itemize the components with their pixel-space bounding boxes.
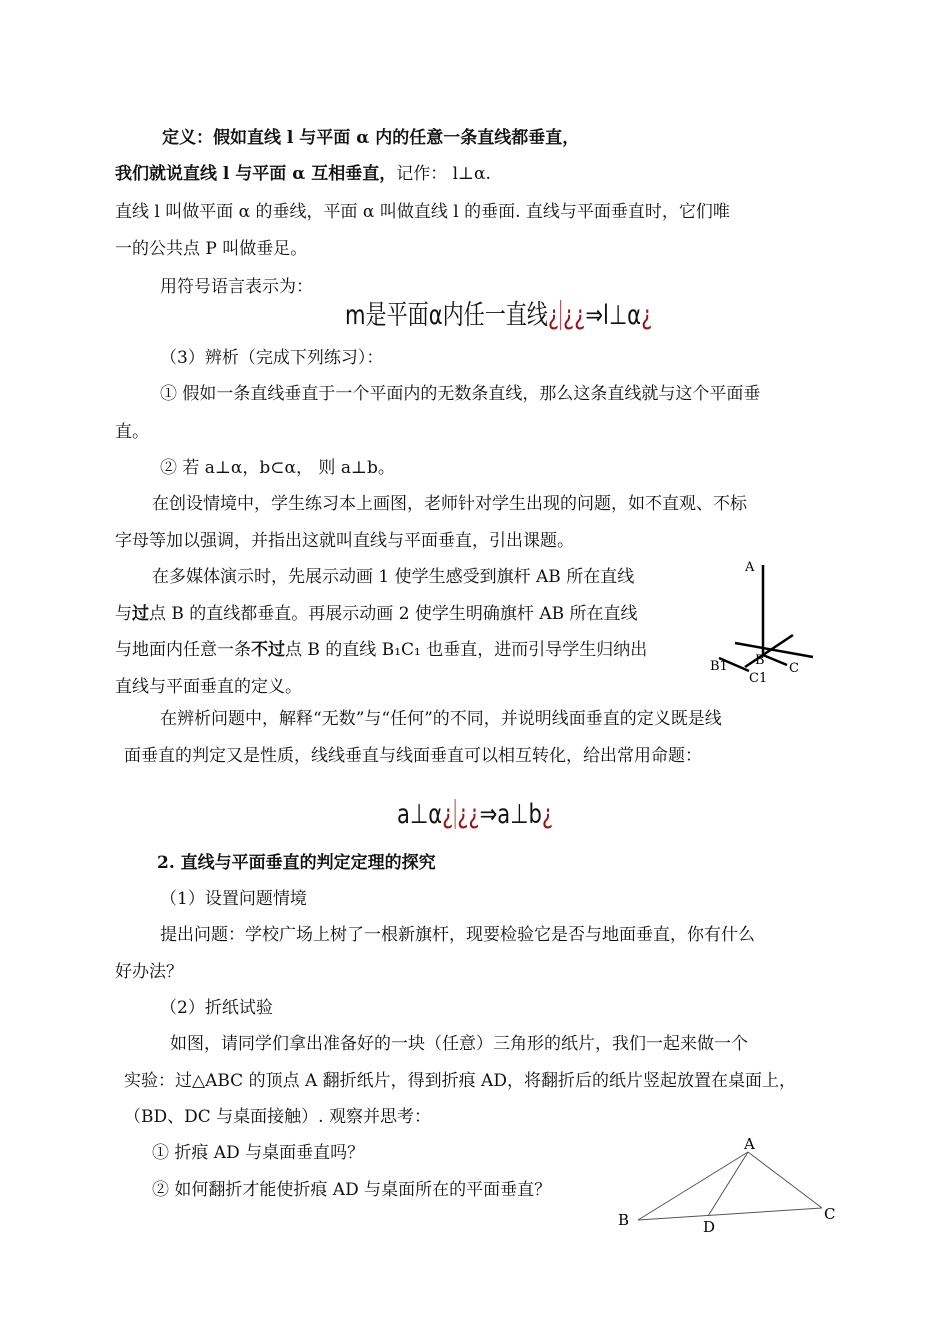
formula-property-main: a⊥α (397, 799, 443, 830)
formula-property-junk-2: ¿¿ (457, 799, 480, 830)
para-question-1: 提出问题：学校广场上树了一根新旗杆，现要检验它是否与地面垂直，你有什么 (160, 925, 755, 945)
para-multimedia-3-emph: 不过 (251, 640, 285, 660)
flagpole-figure (705, 555, 825, 685)
definition-notation: 记作： l⊥α. (396, 164, 491, 184)
formula-property-tail: ⇒a⊥b (479, 799, 542, 830)
para-multimedia-4: 直线与平面垂直的定义。 (115, 677, 302, 697)
definition-line-2 (115, 163, 491, 185)
para-scenario-1: 在创设情境中，学生练习本上画图，老师针对学生出现的问题，如不直观、不标 (152, 494, 747, 514)
triangle-figure (610, 1130, 850, 1240)
label-vertex-c: C (824, 1205, 836, 1223)
ground-line-3 (763, 655, 787, 665)
question-1: ① 折痕 AD 与桌面垂直吗？ (152, 1143, 365, 1163)
formula-property-junk-3: ¿ (541, 799, 554, 830)
section-heading-2: 2. 直线与平面垂直的判定定理的探究 (157, 853, 436, 873)
edge-ab (638, 1152, 748, 1220)
para-multimedia-2-c: 点 B 的直线都垂直。再展示动画 2 使学生明确旗杆 AB 所在直线 (149, 604, 638, 624)
exercise-2: ② 若 a⊥α，b⊂α， 则 a⊥b。 (160, 458, 395, 478)
edge-bc (638, 1208, 822, 1220)
para-analysis-1: 在辨析问题中，解释“无数”与“任何”的不同，并说明线面垂直的定义既是线 (160, 709, 722, 729)
formula-property (397, 799, 553, 830)
label-c1: C1 (749, 671, 768, 685)
text-perpendicular-line: 直线 l 叫做平面 α 的垂线，平面 α 叫做直线 l 的垂面. 直线与平面垂直时，它们唯 (115, 202, 730, 222)
para-multimedia-3-c: 点 B 的直线 B₁C₁ 也垂直，进而引导学生归纳出 (285, 640, 648, 660)
definition-line-1: 定义：假如直线 l 与平面 α 内的任意一条直线都垂直， (162, 128, 580, 148)
formula-definition-main: m是平面α内任一直线 (345, 300, 548, 331)
ground-line-1 (735, 643, 813, 657)
formula-definition-junk-2: ¿¿ (562, 300, 586, 331)
para-question-2: 好办法？ (115, 962, 183, 982)
definition-line-2-bold: 我们就说直线 l 与平面 α 互相垂直， (115, 164, 397, 184)
label-b: B (755, 653, 765, 668)
label-c: C (789, 661, 799, 676)
formula-definition-junk-1: ¿ (547, 300, 560, 331)
edge-ac (748, 1152, 822, 1208)
text-symbolic-language: 用符号语言表示为： (160, 277, 313, 297)
subheading-folding-experiment: （2）折纸试验 (160, 998, 273, 1018)
question-2: ② 如何翻折才能使折痕 AD 与桌面所在的平面垂直？ (152, 1180, 552, 1200)
label-vertex-b: B (618, 1211, 630, 1229)
formula-property-brace (455, 799, 456, 829)
formula-property-junk-1: ¿ (442, 799, 454, 830)
exercise-1-cont: 直。 (115, 422, 149, 442)
label-point-d: D (703, 1218, 716, 1236)
para-multimedia-2-a: 与 (115, 604, 132, 624)
heading-discrimination: （3）辨析（完成下列练习）： (160, 348, 384, 368)
para-multimedia-3-a: 与地面内任意一条 (115, 640, 251, 660)
para-analysis-2: 面垂直的判定又是性质，线线垂直与线面垂直可以相互转化，给出常用命题： (124, 746, 702, 766)
subheading-problem-scenario: （1）设置问题情境 (160, 889, 307, 909)
label-a: A (745, 560, 755, 575)
para-multimedia-2 (115, 603, 638, 625)
formula-definition-junk-3: ¿ (641, 300, 653, 331)
formula-definition-tail: ⇒l⊥α (585, 300, 642, 331)
para-experiment-2: 实验：过△ABC 的顶点 A 翻折纸片，得到折痕 AD，将翻折后的纸片竖起放置在桌面上， (124, 1071, 796, 1091)
fold-crease-ad (708, 1152, 748, 1216)
para-scenario-2: 字母等加以强调，并指出这就叫直线与平面垂直，引出课题。 (115, 531, 574, 551)
text-foot-point: 一的公共点 P 叫做垂足。 (115, 239, 308, 259)
formula-definition-brace (561, 300, 562, 330)
para-experiment-1: 如图，请同学们拿出准备好的一块（任意）三角形的纸片，我们一起来做一个 (170, 1034, 748, 1054)
para-experiment-3: （BD、DC 与桌面接触）. 观察并思考： (124, 1107, 431, 1127)
label-b1: B1 (710, 659, 728, 674)
label-vertex-a: A (744, 1135, 755, 1153)
exercise-1: ① 假如一条直线垂直于一个平面内的无数条直线，那么这条直线就与这个平面垂 (160, 384, 761, 404)
para-multimedia-3 (115, 639, 647, 661)
formula-definition (345, 293, 652, 332)
para-multimedia-1: 在多媒体演示时，先展示动画 1 使学生感受到旗杆 AB 所在直线 (152, 567, 635, 587)
para-multimedia-2-emph: 过 (132, 604, 149, 624)
